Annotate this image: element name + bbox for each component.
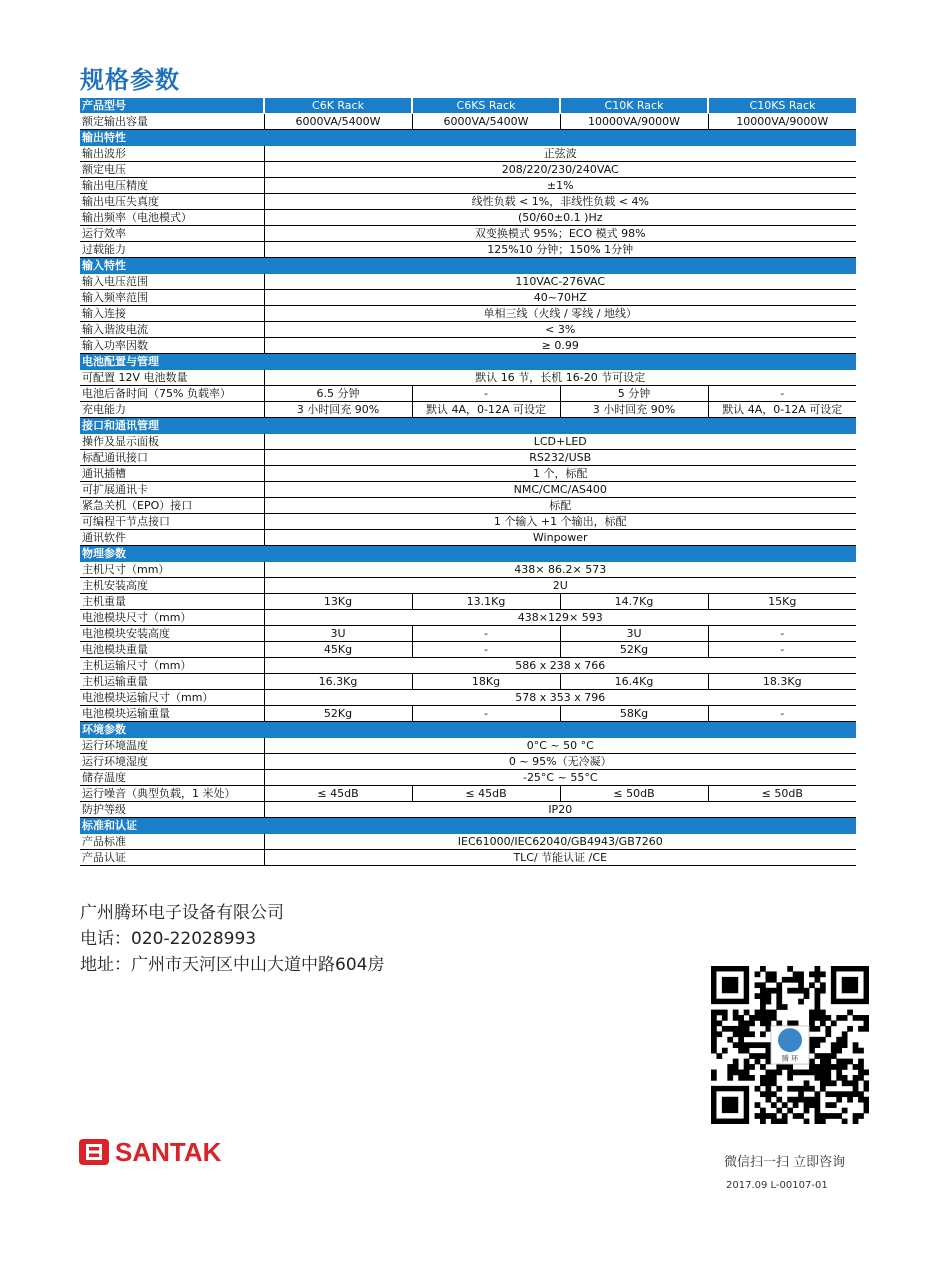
spec-label: 电池模块安装高度 [80, 626, 264, 642]
section-title: 接口和通讯管理 [80, 418, 856, 434]
section-header [80, 258, 856, 274]
spec-value: - [708, 706, 856, 722]
spec-value: - [412, 706, 560, 722]
spec-value: ≥ 0.99 [264, 338, 856, 354]
section-header [80, 722, 856, 738]
spec-value: ≤ 50dB [560, 786, 708, 802]
spec-value: IEC61000/IEC62040/GB4943/GB7260 [264, 834, 856, 850]
spec-value: 208/220/230/240VAC [264, 162, 856, 178]
spec-row [80, 178, 856, 194]
spec-value: (50/60±0.1 )Hz [264, 210, 856, 226]
spec-value: 2U [264, 578, 856, 594]
spec-value: 3 小时回充 90% [264, 402, 412, 418]
spec-row [80, 162, 856, 178]
spec-value: 14.7Kg [560, 594, 708, 610]
section-header [80, 418, 856, 434]
company-name: 广州腾环电子设备有限公司 [80, 903, 284, 923]
section-header [80, 130, 856, 146]
company-address: 地址：广州市天河区中山大道中路604房 [80, 955, 385, 975]
spec-row [80, 658, 856, 674]
spec-row [80, 370, 856, 386]
spec-label: 电池模块运输重量 [80, 706, 264, 722]
spec-value: 16.3Kg [264, 674, 412, 690]
spec-value: 正弦波 [264, 146, 856, 162]
spec-label: 主机运输重量 [80, 674, 264, 690]
spec-value: < 3% [264, 322, 856, 338]
spec-row [80, 434, 856, 450]
spec-label: 主机安装高度 [80, 578, 264, 594]
spec-label: 产品标准 [80, 834, 264, 850]
spec-value: 10000VA/9000W [560, 114, 708, 130]
spec-row [80, 146, 856, 162]
spec-value: 1 个输入 +1 个输出，标配 [264, 514, 856, 530]
spec-value: - [412, 386, 560, 402]
spec-value: - [708, 642, 856, 658]
spec-row [80, 386, 856, 402]
section-header [80, 818, 856, 834]
spec-row [80, 482, 856, 498]
spec-label: 充电能力 [80, 402, 264, 418]
spec-value: 438×129× 593 [264, 610, 856, 626]
model-c6k: C6K Rack [264, 98, 412, 114]
spec-value: 16.4Kg [560, 674, 708, 690]
spec-label: 储存温度 [80, 770, 264, 786]
spec-label: 输入频率范围 [80, 290, 264, 306]
spec-value: 18.3Kg [708, 674, 856, 690]
spec-row [80, 626, 856, 642]
spec-row [80, 562, 856, 578]
spec-label: 紧急关机（EPO）接口 [80, 498, 264, 514]
spec-label: 电池后备时间（75% 负载率） [80, 386, 264, 402]
spec-value: 线性负载 < 1%，非线性负载 < 4% [264, 194, 856, 210]
spec-row [80, 802, 856, 818]
spec-row [80, 498, 856, 514]
model-c10k: C10K Rack [560, 98, 708, 114]
spec-label: 运行效率 [80, 226, 264, 242]
spec-value: 1 个，标配 [264, 466, 856, 482]
santak-logo [79, 1138, 221, 1166]
spec-label: 过载能力 [80, 242, 264, 258]
company-info [80, 900, 384, 978]
spec-value: ≤ 45dB [412, 786, 560, 802]
section-title: 环境参数 [80, 722, 856, 738]
spec-row [80, 450, 856, 466]
spec-value: 单相三线（火线 / 零线 / 地线） [264, 306, 856, 322]
spec-label: 操作及显示面板 [80, 434, 264, 450]
model-c10ks: C10KS Rack [708, 98, 856, 114]
section-title: 标准和认证 [80, 818, 856, 834]
spec-label: 电池模块运输尺寸（mm） [80, 690, 264, 706]
spec-label: 防护等级 [80, 802, 264, 818]
spec-value: 438× 86.2× 573 [264, 562, 856, 578]
page-title: 规格参数 [80, 66, 180, 94]
spec-value: 默认 4A，0-12A 可设定 [708, 402, 856, 418]
spec-row [80, 226, 856, 242]
spec-row [80, 242, 856, 258]
spec-label: 输出频率（电池模式） [80, 210, 264, 226]
spec-row [80, 402, 856, 418]
spec-value: - [708, 626, 856, 642]
spec-value: 40~70HZ [264, 290, 856, 306]
spec-row [80, 834, 856, 850]
spec-value: 586 x 238 x 766 [264, 658, 856, 674]
spec-label: 运行噪音（典型负载，1 米处） [80, 786, 264, 802]
company-phone: 电话：020-22028993 [80, 929, 257, 949]
spec-row [80, 770, 856, 786]
spec-row [80, 114, 856, 130]
spec-value: 58Kg [560, 706, 708, 722]
spec-label: 输入电压范围 [80, 274, 264, 290]
spec-value: 15Kg [708, 594, 856, 610]
spec-value: 6000VA/5400W [412, 114, 560, 130]
spec-value: 双变换模式 95%；ECO 模式 98% [264, 226, 856, 242]
spec-row [80, 306, 856, 322]
spec-value: Winpower [264, 530, 856, 546]
spec-value: 13.1Kg [412, 594, 560, 610]
spec-label: 运行环境湿度 [80, 754, 264, 770]
spec-label: 输出波形 [80, 146, 264, 162]
header-label: 产品型号 [80, 98, 264, 114]
spec-value: ±1% [264, 178, 856, 194]
spec-label: 通讯软件 [80, 530, 264, 546]
spec-row [80, 674, 856, 690]
spec-value: 52Kg [560, 642, 708, 658]
spec-value: 0°C ~ 50 °C [264, 738, 856, 754]
spec-value: - [412, 626, 560, 642]
qr-code [711, 966, 869, 1124]
spec-value: 52Kg [264, 706, 412, 722]
spec-value: 18Kg [412, 674, 560, 690]
spec-value: 125%10 分钟；150% 1分钟 [264, 242, 856, 258]
spec-value: ≤ 45dB [264, 786, 412, 802]
spec-row [80, 754, 856, 770]
doc-code: 2017.09 L-00107-01 [726, 1180, 828, 1191]
spec-label: 可编程干节点接口 [80, 514, 264, 530]
spec-row [80, 642, 856, 658]
section-title: 输入特性 [80, 258, 856, 274]
spec-row [80, 738, 856, 754]
spec-label: 运行环境温度 [80, 738, 264, 754]
model-c6ks: C6KS Rack [412, 98, 560, 114]
spec-row [80, 578, 856, 594]
spec-row [80, 338, 856, 354]
spec-value: 13Kg [264, 594, 412, 610]
spec-label: 额定电压 [80, 162, 264, 178]
spec-label: 主机运输尺寸（mm） [80, 658, 264, 674]
spec-value: 6.5 分钟 [264, 386, 412, 402]
spec-value: 10000VA/9000W [708, 114, 856, 130]
spec-label: 通讯插槽 [80, 466, 264, 482]
spec-row [80, 786, 856, 802]
qr-logo-icon [778, 1028, 802, 1052]
spec-label: 产品认证 [80, 850, 264, 866]
spec-value: IP20 [264, 802, 856, 818]
spec-value: LCD+LED [264, 434, 856, 450]
spec-row [80, 290, 856, 306]
spec-row [80, 850, 856, 866]
spec-label: 额定输出容量 [80, 114, 264, 130]
spec-label: 输入连接 [80, 306, 264, 322]
spec-label: 电池模块尺寸（mm） [80, 610, 264, 626]
spec-label: 标配通讯接口 [80, 450, 264, 466]
section-title: 物理参数 [80, 546, 856, 562]
section-header [80, 546, 856, 562]
spec-value: ≤ 50dB [708, 786, 856, 802]
spec-label: 输入谐波电流 [80, 322, 264, 338]
spec-value: 默认 4A，0-12A 可设定 [412, 402, 560, 418]
spec-value: 578 x 353 x 796 [264, 690, 856, 706]
spec-row [80, 690, 856, 706]
section-header [80, 354, 856, 370]
spec-row [80, 706, 856, 722]
spec-value: NMC/CMC/AS400 [264, 482, 856, 498]
section-title: 电池配置与管理 [80, 354, 856, 370]
spec-label: 电池模块重量 [80, 642, 264, 658]
spec-label: 主机重量 [80, 594, 264, 610]
spec-row [80, 514, 856, 530]
spec-label: 输出电压精度 [80, 178, 264, 194]
spec-label: 可扩展通讯卡 [80, 482, 264, 498]
spec-label: 输出电压失真度 [80, 194, 264, 210]
spec-row [80, 274, 856, 290]
spec-row [80, 610, 856, 626]
spec-value: - [412, 642, 560, 658]
qr-center-label: 腾 环 [781, 1054, 799, 1063]
spec-row [80, 594, 856, 610]
spec-value: 0 ~ 95%（无冷凝） [264, 754, 856, 770]
spec-label: 输入功率因数 [80, 338, 264, 354]
spec-label: 可配置 12V 电池数量 [80, 370, 264, 386]
spec-row [80, 210, 856, 226]
spec-table [80, 98, 856, 866]
spec-value: -25°C ~ 55°C [264, 770, 856, 786]
santak-logo-icon [79, 1139, 109, 1165]
header-row [80, 98, 856, 114]
spec-value: - [708, 386, 856, 402]
spec-value: 3U [560, 626, 708, 642]
qr-caption: 微信扫一扫 立即咨询 [724, 1155, 846, 1170]
spec-row [80, 322, 856, 338]
spec-row [80, 194, 856, 210]
spec-value: 标配 [264, 498, 856, 514]
section-title: 输出特性 [80, 130, 856, 146]
spec-value: 5 分钟 [560, 386, 708, 402]
spec-value: RS232/USB [264, 450, 856, 466]
spec-row [80, 466, 856, 482]
spec-value: 110VAC-276VAC [264, 274, 856, 290]
spec-value: 3U [264, 626, 412, 642]
santak-logo-text: SANTAK [115, 1136, 222, 1167]
spec-value: 6000VA/5400W [264, 114, 412, 130]
spec-value: TLC/ 节能认证 /CE [264, 850, 856, 866]
spec-value: 45Kg [264, 642, 412, 658]
spec-row [80, 530, 856, 546]
spec-label: 主机尺寸（mm） [80, 562, 264, 578]
spec-value: 默认 16 节，长机 16-20 节可设定 [264, 370, 856, 386]
spec-value: 3 小时回充 90% [560, 402, 708, 418]
